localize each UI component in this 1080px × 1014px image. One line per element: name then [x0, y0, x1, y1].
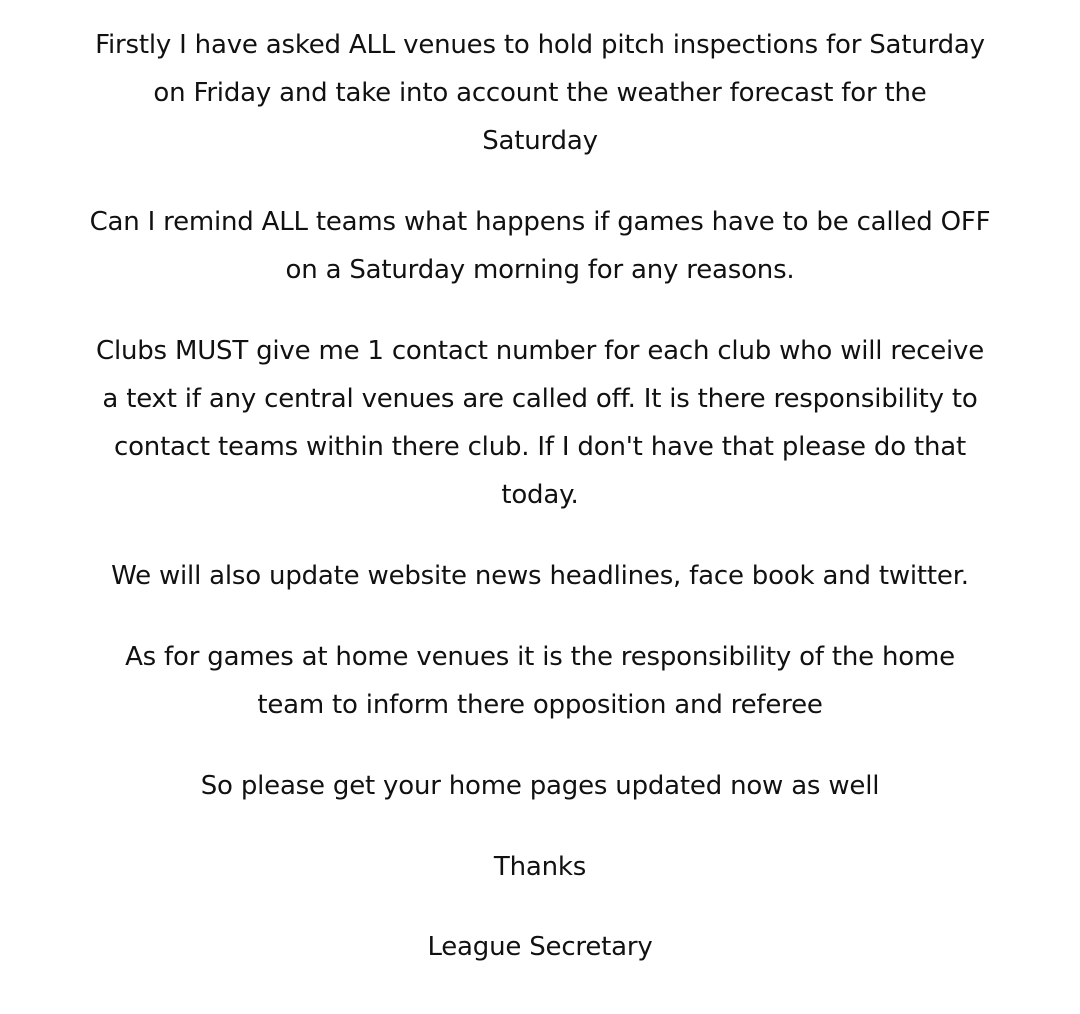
closing-thanks: Thanks — [493, 852, 587, 882]
text-line: on Friday and take into account the weather forecast for the — [153, 78, 927, 108]
text-line: Clubs MUST give me 1 contact number for each club who will receive — [95, 336, 985, 366]
text-line: on a Saturday morning for any reasons. — [285, 255, 795, 285]
text-line: today. — [501, 480, 579, 510]
text-line: contact teams within there club. If I don't have that please do that — [113, 432, 966, 462]
text-line: team to inform there opposition and referee — [257, 690, 823, 720]
text-line: Saturday — [482, 126, 598, 156]
text-line: a text if any central venues are called off. It is there responsibility to — [102, 384, 978, 414]
text-line: Firstly I have asked ALL venues to hold pitch inspections for Saturday — [95, 30, 985, 60]
text-line: Can I remind ALL teams what happens if games have to be called OFF — [89, 207, 991, 237]
text-line: We will also update website news headlines, face book and twitter. — [111, 561, 969, 591]
signature: League Secretary — [427, 932, 653, 962]
text-line: As for games at home venues it is the responsibility of the home — [125, 642, 955, 672]
text-line: So please get your home pages updated now as well — [200, 771, 880, 801]
